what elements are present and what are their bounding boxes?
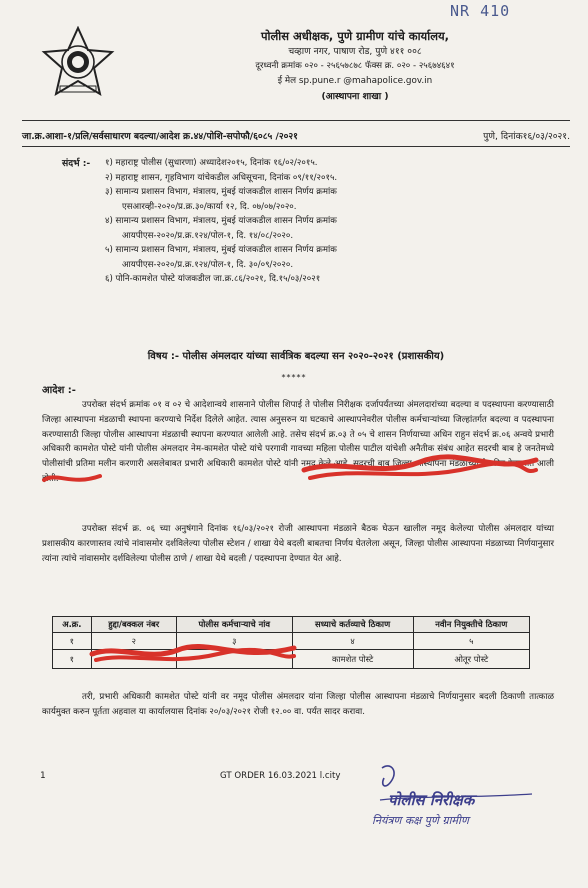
references-block xyxy=(62,156,502,287)
table-cell: ओतूर पोस्टे xyxy=(413,650,529,669)
order-footer-code: GT ORDER 16.03.2021 l.city xyxy=(220,771,341,781)
reference-line xyxy=(22,129,570,142)
table-header-cell: सध्याचे कर्तव्याचे ठिकाण xyxy=(292,617,413,633)
letterhead xyxy=(190,28,520,105)
office-name: पोलीस अधीक्षक, पुणे ग्रामीण यांचे कार्यालय, xyxy=(260,29,450,43)
table-header-row xyxy=(53,617,530,633)
reference-item: २) महाराष्ट्र शासन, गृहविभाग यांचेकडील अधिसूचना, दिनांक ०९/११/२०१५. xyxy=(105,172,338,183)
signature-designation: नियंत्रण कक्ष पुणे ग्रामीण xyxy=(372,814,469,827)
page-number: 1 xyxy=(40,771,46,781)
table-cell: कामशेत पोस्टे xyxy=(292,650,413,669)
order-paragraph-3: तरी, प्रभारी अधिकारी कामशेत पोस्टे यांनी वर नमूद पोलीस अंमलदार यांना जिल्हा पोलीस आस्थापना मंडळाचे निर्णयानुसार बदली ठिकाणी तात्काळ कार्यमुक्त करुन पूर्तता अहवाल या कार्यालयास दिनांक २०/०३/२०२१ रोजी १२.०० वा. पर्यंत सादर करावा. xyxy=(42,692,554,717)
reference-item: ५) सामान्य प्रशासन विभाग, मंत्रालय, मुंबई यांजकडील शासन निर्णय क्रमांक xyxy=(105,245,337,255)
transfer-table xyxy=(52,616,530,669)
table-cell: ५ xyxy=(413,633,529,650)
table-header-cell: अ.क्र. xyxy=(53,617,92,633)
reference-item: १) महाराष्ट्र पोलीस (सुधारणा) अध्यादेश२०१५, दिनांक १६/०२/२०१५. xyxy=(105,158,318,168)
table-row xyxy=(53,650,530,669)
office-email: ई मेल sp.pune.r @mahapolice.gov.in xyxy=(277,76,433,86)
subject-line: विषय :- पोलीस अंमलदार यांच्या सार्वत्रिक बदल्या सन २०२०-२०२१ (प्रशासकीय) xyxy=(147,351,445,362)
table-cell: २ xyxy=(91,633,176,650)
header-divider xyxy=(22,120,570,121)
office-address: चव्हाण नगर, पाषाण रोड, पुणे ४११ ००८ xyxy=(288,46,422,57)
separator-stars: ***** xyxy=(281,373,307,382)
order-paragraph-1: उपरोक्त संदर्भ क्रमांक ०१ व ०२ चे आदेशान्वये शासनाने पोलीस शिपाई ते पोलीस निरीक्षक दर्जापर्यंतच्या अंमलदारांच्या बदल्या व पदस्थापना करण्यासाठी जिल्हा आस्थापना मंडळाची स्थापना करण्याचे निर्देश दिलेले आहेत. त्यास अनुसरुन या घटकाचे आस्थापनेवरील पोलीस कर्मचाऱ्यांच्या जिल्हांतर्गत बदल्या व पदस्थापना करण्यासाठी जिल्हा पोलीस आस्थापना मंडळाची स्थापना करण्यात आलेली आहे. तसेच संदर्भ क्र.०३ ते ०५ चे शासन निर्णयाच्या अधिन राहुन संदर्भ क्र.०६ अन्वये प्रभारी अधिकारी कामशेत पोस्टे यांनी पोलीस अंमलदार नेम-कामशेत पोस्टे यांचे परगावी गावच्या महिला पोलीस पाटील यांचेशी अनैतीक संबंध आहेत सदरची बाब हे जनतेमध्ये पोलीसांची प्रतिमा मलीन करणारी असलेबाबत प्रभारी अधिकारी कामशेत पोस्टे यांनी नमूद केले आहे. सदरची बाब जिल्हा आस्थापना मंडळाच्या बैठकीत ठेवण्यात आली होती. xyxy=(42,400,554,484)
section-name: (आस्थापना शाखा ) xyxy=(321,91,389,102)
table-cell: १ xyxy=(53,633,92,650)
signature-title: पोलीस निरीक्षक xyxy=(388,791,475,809)
reference-item: आयपीएस-२०२०/प्र.क्र.१२४/पोल-१, दि. १४/०८/२०२०. xyxy=(122,230,294,241)
reference-item: एसआरव्ही-२०२०/प्र.क्र.३०/कार्या १२, दि. ०७/०७/२०२०. xyxy=(122,201,297,212)
table-header-cell: हुद्दा/बक्कल नंबर xyxy=(91,617,176,633)
handwritten-note: NR 410 xyxy=(450,2,511,20)
table-cell: १ xyxy=(53,650,92,669)
table-cell: ४ xyxy=(292,633,413,650)
reference-item: ६) पोनि-कामशेत पोस्टे यांजकडील जा.क्र.८६/२०२१, दि.१५/०३/२०२१ xyxy=(105,274,321,284)
reference-item: आयपीएस-२०२०/प्र.क्र.१२४/पोल-१, दि. ३०/०९/२०२०. xyxy=(122,259,294,270)
order-reference-number: जा.क्र.आशा-१/प्रलि/सर्वसाधारण बदल्या/आदेश क्र.४४/पोशि-सपोफौ/६०८५ /२०२१ xyxy=(22,131,298,142)
reference-divider xyxy=(22,146,570,147)
table-header-cell: पोलीस कर्मचाऱ्याचे नांव xyxy=(176,617,292,633)
place-date: पुणे, दिनांक१६/०३/२०२१. xyxy=(483,131,570,142)
order-heading: आदेश :- xyxy=(42,385,76,396)
order-paragraph-2: उपरोक्त संदर्भ क्र. ०६ च्या अनुषंगाने दिनांक १६/०३/२०२१ रोजी आस्थापना मंडळाने बैठक घेऊन खालील नमूद केलेल्या पोलीस अंमलदार यांच्या प्रशासकीय कारणास्तव त्यांचे नांवासमोर दर्शविलेल्या पोलीस स्टेशन / शाखा येथे बदली बाबतचा निर्णय घेतलेला असून, जिल्हा पोलीस आस्थापना मंडळाच्या निर्णयानुसार त्यांना त्यांचे नांवासमोर दर्शविलेल्या पोलीस ठाणे / शाखा येथे बदली / पदस्थापना देण्यात येत आहे. xyxy=(42,524,554,564)
table-cell: ३ xyxy=(176,633,292,650)
table-cell-redacted xyxy=(176,650,292,669)
table-header-cell: नवीन नियुक्तीचे ठिकाण xyxy=(413,617,529,633)
reference-item: ४) सामान्य प्रशासन विभाग, मंत्रालय, मुंबई यांजकडील शासन निर्णय क्रमांक xyxy=(105,216,337,226)
table-number-row xyxy=(53,633,530,650)
reference-item: ३) सामान्य प्रशासन विभाग, मंत्रालय, मुंबई यांजकडील शासन निर्णय क्रमांक xyxy=(105,187,337,197)
references-label: संदर्भ :- xyxy=(62,158,91,169)
police-emblem-icon xyxy=(40,26,116,102)
office-phone: दूरध्वनी क्रमांक ०२० - २५६५७८७८ फॅक्स क्र. ०२० - २५६७४६४१ xyxy=(255,61,455,71)
table-cell-redacted xyxy=(91,650,176,669)
